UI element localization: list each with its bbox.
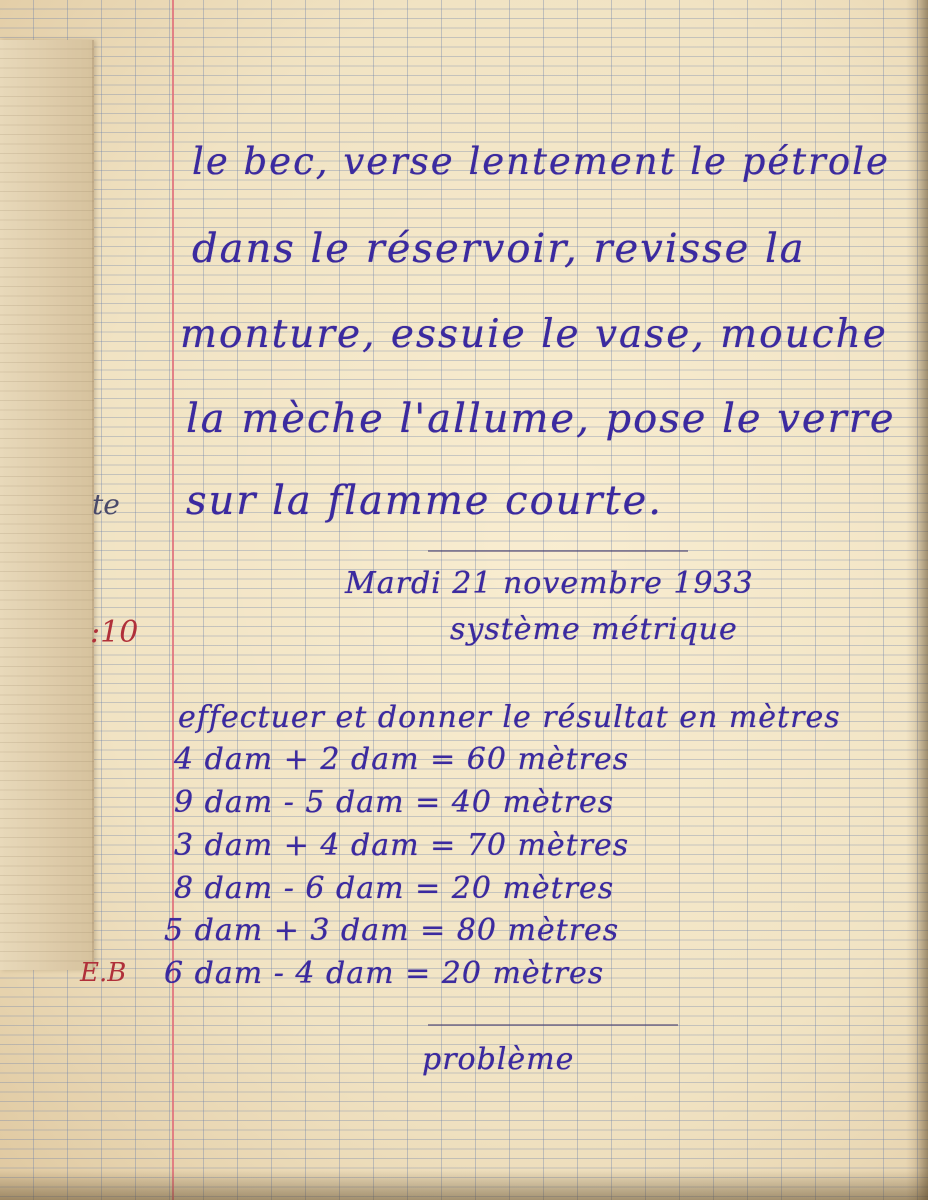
section-title: système métrique [450, 612, 738, 647]
separator-rule [428, 550, 688, 552]
instruction-line: effectuer et donner le résultat en mètres [178, 700, 841, 735]
page-edge-shadow [906, 0, 928, 1200]
exercise-line: 3 dam + 4 dam = 70 mètres [174, 828, 630, 863]
exercise-line: 9 dam - 5 dam = 40 mètres [174, 785, 615, 820]
page-stub [0, 40, 94, 970]
problem-heading: problème [422, 1042, 575, 1077]
grade-mark: :10 [90, 615, 139, 650]
exercise-line: 5 dam + 3 dam = 80 mètres [164, 913, 620, 948]
text-line: la mèche l'allume, pose le verre [186, 396, 896, 442]
exercise-line: 6 dam - 4 dam = 20 mètres [164, 956, 605, 991]
text-line: monture, essuie le vase, mouche [180, 312, 888, 357]
text-line: le bec, verse lentement le pétrole [192, 140, 890, 183]
exercise-line: 8 dam - 6 dam = 20 mètres [174, 871, 615, 906]
initials-mark: E.B [80, 958, 127, 988]
margin-stub-text: te [92, 488, 120, 521]
date-heading: Mardi 21 novembre 1933 [345, 566, 754, 601]
page-bottom-shadow [0, 1170, 928, 1200]
text-line: dans le réservoir, revisse la [192, 226, 806, 272]
separator-rule [428, 1024, 678, 1026]
exercise-line: 4 dam + 2 dam = 60 mètres [174, 742, 630, 777]
text-line: sur la flamme courte. [186, 478, 663, 524]
margin-line [172, 0, 174, 1200]
